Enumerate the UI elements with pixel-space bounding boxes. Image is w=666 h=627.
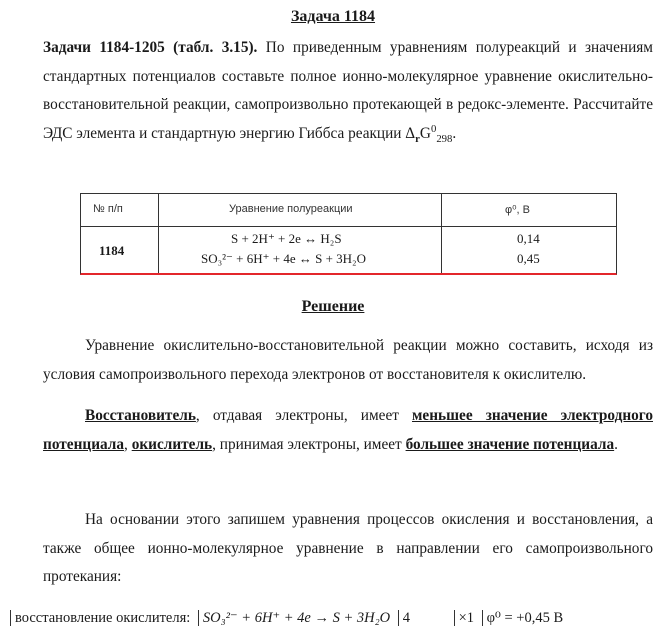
reduction-equation-line xyxy=(6,610,646,627)
gibbs-sup-0: 0 xyxy=(430,122,437,135)
half-reactions-table xyxy=(80,193,617,275)
reaction-1: S + 2H⁺ + 2e ↔ H₂S xyxy=(231,231,342,246)
gibbs-sub-r: r xyxy=(415,132,420,145)
electron-factor: 4 xyxy=(402,610,410,626)
problem-end: . xyxy=(452,124,457,142)
text-fragment: . xyxy=(614,435,618,453)
term-higher-potential: большее значение потенциала xyxy=(405,435,615,453)
potential-2: 0,45 xyxy=(517,251,540,266)
term-reducer: Восстановитель xyxy=(85,407,196,424)
reduction-equation: SO₃²⁻ + 6H⁺ + 4e → S + 3H₂O xyxy=(202,610,391,626)
text-fragment: , принимая электроны, имеет xyxy=(212,435,406,453)
problem-lead: Задачи 1184-1205 (табл. 3.15). xyxy=(43,39,258,56)
reaction-2: SO₃²⁻ + 6H⁺ + 4e ↔ S + 3H₂O xyxy=(201,251,366,266)
text-fragment: , отдавая электроны, имеет xyxy=(195,407,413,424)
solution-paragraph-1: Уравнение окислительно-восстановительной реакции можно составить, исходя из условия самопроизвольного перехода электронов от восстановителя к окислителю. xyxy=(43,337,653,383)
potential-1: 0,14 xyxy=(517,231,540,246)
text-fragment: , xyxy=(124,435,132,453)
line-divider xyxy=(454,610,455,626)
gibbs-sub-298: 298 xyxy=(436,132,453,145)
table-divider xyxy=(441,194,442,273)
solution-paragraph-2 xyxy=(43,402,653,459)
line-divider xyxy=(198,610,199,626)
header-reaction: Уравнение полуреакции xyxy=(229,203,353,215)
table-divider xyxy=(158,194,159,273)
reduction-potential: φ⁰ = +0,45 В xyxy=(486,610,564,626)
line-divider xyxy=(10,610,11,626)
term-lower-potential: меньшее значение электродного потенциала xyxy=(43,407,653,453)
header-potential: φ⁰, В xyxy=(505,204,530,216)
line-divider xyxy=(482,610,483,626)
problem-statement xyxy=(43,34,653,148)
solution-paragraph-3: На основании этого запишем уравнения процессов окисления и восстановления, а также общее ионно-молекулярное уравнение в направлении его самопроизвольного протекания: xyxy=(43,511,653,585)
term-oxidizer: окислитель xyxy=(131,435,213,453)
table-divider xyxy=(81,226,616,227)
reduction-label: восстановление окислителя: xyxy=(15,610,191,626)
gibbs-g: G xyxy=(419,124,431,142)
line-divider xyxy=(398,610,399,626)
multiplier: ×1 xyxy=(458,610,475,626)
problem-title: Задача 1184 xyxy=(290,8,376,25)
problem-text: По приведенным уравнениям полуреакций и значениям стандартных потенциалов составьте полное ионно-молекулярное уравнение окислительно-восстановительной реакции, самопроизвольно протекающей в редокс-элементе. Рассчитайте ЭДС элемента и стандартную энергию Гиббса реакции Δ xyxy=(43,39,653,142)
row-id: 1184 xyxy=(99,243,125,258)
header-number: № п/п xyxy=(93,203,123,215)
solution-title: Решение xyxy=(301,298,365,315)
